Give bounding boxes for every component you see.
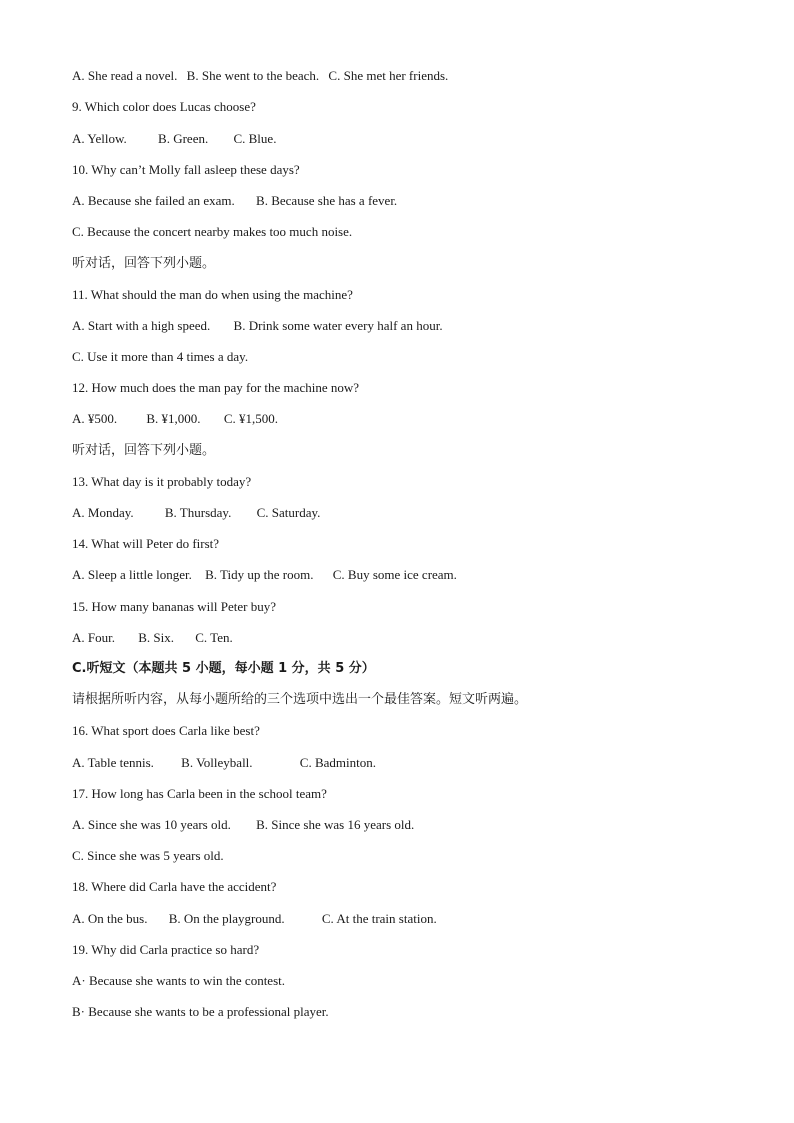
option-b: B. Six. bbox=[138, 630, 174, 645]
options-line bbox=[72, 68, 448, 84]
option-a: A. Four. bbox=[72, 630, 115, 645]
option-c: C. Badminton. bbox=[299, 755, 376, 770]
option-a: A. Because she failed an exam. bbox=[72, 193, 235, 208]
question-9: 9. Which color does Lucas choose? bbox=[72, 99, 256, 114]
option-c: C. At the train station. bbox=[321, 911, 437, 926]
option-a: A. Sleep a little longer. bbox=[72, 567, 192, 582]
option-b: B· Because she wants to be a professional player. bbox=[72, 1004, 329, 1019]
options-line bbox=[72, 224, 352, 240]
options-line bbox=[72, 755, 376, 771]
option-c: C. She met her friends. bbox=[328, 68, 449, 83]
option-a: A. Start with a high speed. bbox=[72, 318, 211, 333]
instruction: 请根据所听内容，从每小题所给的三个选项中选出一个最佳答案。短文听两遍。 bbox=[72, 692, 528, 707]
question-18: 18. Where did Carla have the accident? bbox=[72, 879, 277, 894]
options-line bbox=[72, 630, 233, 646]
option-b: B. Volleyball. bbox=[181, 755, 253, 770]
option-a: A. Since she was 10 years old. bbox=[72, 817, 231, 832]
options-line bbox=[72, 349, 248, 365]
option-b: B. Since she was 16 years old. bbox=[256, 817, 415, 832]
question-10: 10. Why can’t Molly fall asleep these days? bbox=[72, 162, 300, 177]
option-a: A· Because she wants to win the contest. bbox=[72, 973, 286, 988]
option-b: B. On the playground. bbox=[168, 911, 285, 926]
option-c: C. Buy some ice cream. bbox=[332, 567, 457, 582]
option-c: C. ¥1,500. bbox=[223, 411, 278, 426]
option-c: C. Blue. bbox=[233, 131, 277, 146]
options-line bbox=[72, 1004, 329, 1020]
instruction: 听对话，回答下列小题。 bbox=[72, 443, 216, 458]
options-line bbox=[72, 505, 320, 521]
instruction: 听对话，回答下列小题。 bbox=[72, 256, 216, 271]
options-line bbox=[72, 193, 397, 209]
option-b: B. Green. bbox=[158, 131, 209, 146]
option-c: C. Ten. bbox=[195, 630, 233, 645]
question-14: 14. What will Peter do first? bbox=[72, 536, 220, 551]
question-16: 16. What sport does Carla like best? bbox=[72, 723, 260, 738]
option-a: A. She read a novel. bbox=[72, 68, 178, 83]
option-a: A. Yellow. bbox=[72, 131, 127, 146]
options-line bbox=[72, 567, 457, 583]
question-19: 19. Why did Carla practice so hard? bbox=[72, 942, 260, 957]
question-15: 15. How many bananas will Peter buy? bbox=[72, 599, 276, 614]
option-b: B. ¥1,000. bbox=[146, 411, 201, 426]
option-c: C. Since she was 5 years old. bbox=[72, 848, 224, 863]
option-b: B. Thursday. bbox=[164, 505, 232, 520]
option-a: A. Monday. bbox=[72, 505, 134, 520]
option-b: B. Drink some water every half an hour. bbox=[233, 318, 443, 333]
question-17: 17. How long has Carla been in the school team? bbox=[72, 786, 327, 801]
option-a: A. ¥500. bbox=[72, 411, 118, 426]
option-c: C. Saturday. bbox=[256, 505, 321, 520]
question-12: 12. How much does the man pay for the machine now? bbox=[72, 380, 360, 395]
options-line bbox=[72, 848, 224, 864]
option-b: B. She went to the beach. bbox=[186, 68, 320, 83]
options-line bbox=[72, 411, 278, 427]
options-line bbox=[72, 318, 443, 334]
question-11: 11. What should the man do when using the machine? bbox=[72, 287, 353, 302]
section-heading: C.听短文（本题共 5 小题，每小题 1 分，共 5 分） bbox=[72, 661, 375, 676]
options-line bbox=[72, 131, 276, 147]
option-a: A. Table tennis. bbox=[72, 755, 154, 770]
option-a: A. On the bus. bbox=[72, 911, 148, 926]
option-c: C. Because the concert nearby makes too much noise. bbox=[72, 224, 353, 239]
options-line bbox=[72, 817, 414, 833]
options-line bbox=[72, 973, 285, 989]
option-b: B. Tidy up the room. bbox=[205, 567, 314, 582]
options-line bbox=[72, 911, 437, 927]
option-b: B. Because she has a fever. bbox=[256, 193, 398, 208]
option-c: C. Use it more than 4 times a day. bbox=[72, 349, 249, 364]
question-13: 13. What day is it probably today? bbox=[72, 474, 252, 489]
